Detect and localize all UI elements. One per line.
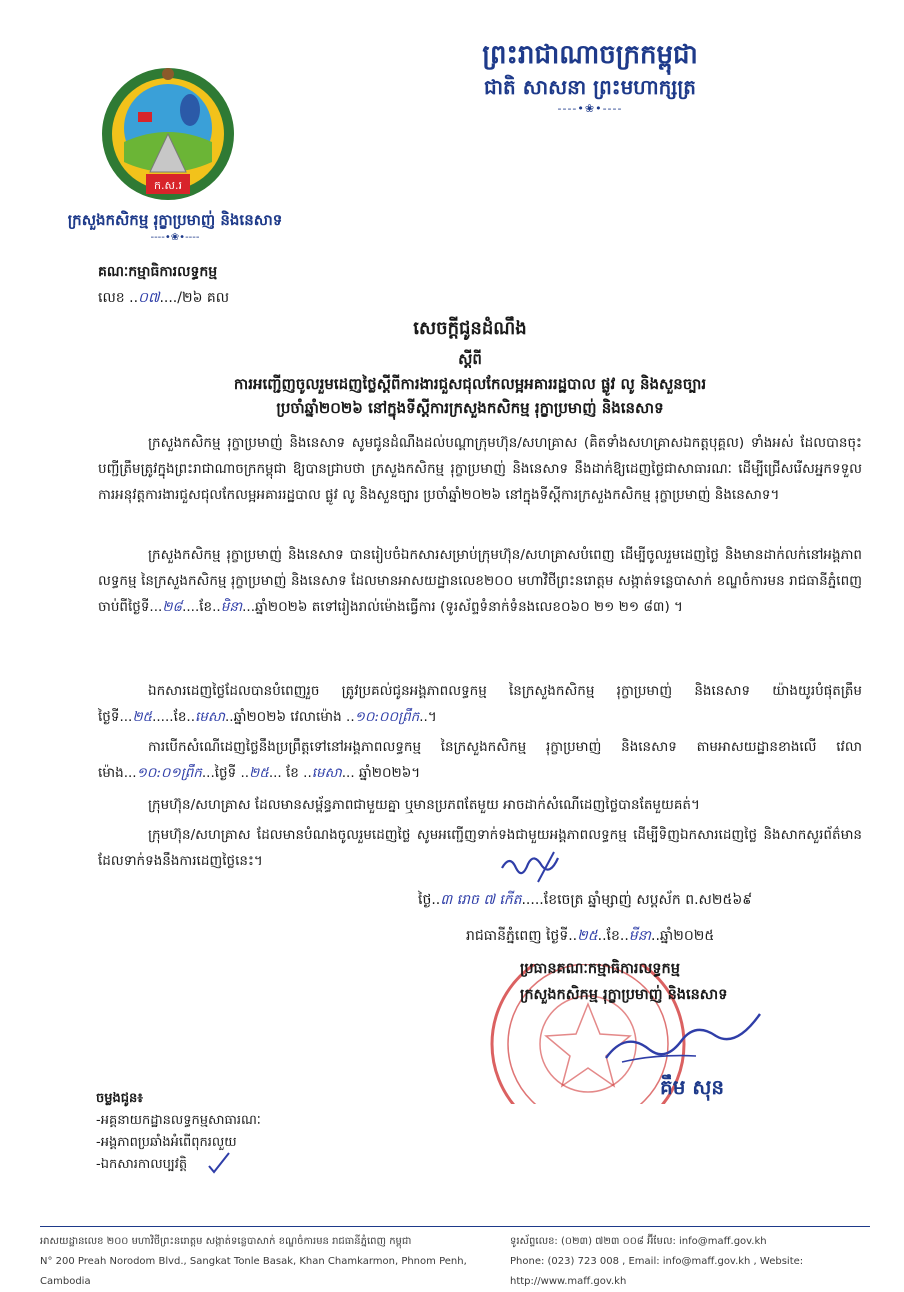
p2-handwritten-month: មិនា xyxy=(220,599,243,615)
footer-contact-en: Phone: (023) 723 008 , Email: info@maff.gov.kh , Website: http://www.maff.gov.kh xyxy=(510,1256,804,1287)
p4-handwritten-time: ១០:០១ព្រឹក xyxy=(136,765,202,781)
ref-handwritten-number: ០៧ xyxy=(138,290,160,306)
p2-handwritten-day: ២៨ xyxy=(162,599,183,615)
paragraph-1 xyxy=(98,430,862,508)
notice-title: សេចក្តីជូនដំណឹង xyxy=(413,318,527,339)
lunar-date-handwritten: ៣ រោច ៧ កើត xyxy=(440,892,522,908)
p4-part-c: ខែ xyxy=(286,765,299,781)
p4-handwritten-month: មេសា xyxy=(311,765,342,781)
signatory-title-line-2: ក្រសួងកសិកម្ម រុក្ខាប្រមាញ់ និងនេសាទ xyxy=(520,987,728,1003)
date-handwritten-month: មីនា xyxy=(628,928,652,944)
kingdom-header xyxy=(330,38,850,116)
lunar-date-line: ថ្ងៃ..៣ រោច ៧ កើត.....ខែចេត្រ ឆ្នាំម្សាញ់ សប្តស័ក ព.ស២៥៦៩ xyxy=(418,892,753,908)
paragraph-4 xyxy=(98,734,862,786)
kingdom-title: ព្រះរាជាណាចក្រកម្ពុជា xyxy=(482,40,698,70)
paragraph-1-text: ក្រសួងកសិកម្ម រុក្ខាប្រមាញ់ និងនេសាទ សូមជូនដំណឹងដល់បណ្តាក្រុមហ៊ុន/សហគ្រាស (គិតទាំងសហគ្រាសឯកត្តបុគ្គល) ទាំងអស់ ដែលបានចុះបញ្ជីត្រឹមត្រូវក្នុងព្រះរាជាណាចក្រកម្ពុជា ឱ្យបានជ្រាបថា ក្រសួងកសិកម្ម រុក្ខាប្រមាញ់ និងនេសាទ នឹងដាក់ឱ្យដេញថ្លៃជាសាធារណៈ ដើម្បីជ្រើសរើសអ្នកទទួលការអនុវត្តការងារជួសជុលកែលម្អអគាររដ្ឋបាល ផ្លូវ លូ និងសួនច្បារ ប្រចាំឆ្នាំ២០២៦ នៅក្នុងទីស្តីការក្រសួងកសិកម្ម រុក្ខាប្រមាញ់ និងនេសាទ។ xyxy=(98,435,862,503)
ref-prefix: លេខ xyxy=(98,290,125,306)
signatory-name: គឹម សុន xyxy=(660,1075,725,1099)
initial-mark xyxy=(498,846,568,886)
lunar-date-suffix: ខែចេត្រ ឆ្នាំម្សាញ់ សប្តស័ក ព.ស២៥៦៩ xyxy=(543,892,753,908)
date-handwritten-day: ២៥ xyxy=(577,928,598,944)
subject-line-2: ប្រចាំឆ្នាំ២០២៦ នៅក្នុងទីស្តីការក្រសួងកសិកម្ម រុក្ខាប្រមាញ់ និងនេសាទ xyxy=(276,399,664,417)
cc-list xyxy=(96,1088,261,1176)
footer-address-km: អាសយដ្ឋានលេខ ២០០ មហាវិថីព្រះនរោត្តម សង្កាត់ទន្លេបាសាក់ ខណ្ឌចំការមន រាជធានីភ្នំពេញ កម្ពុជា xyxy=(40,1236,412,1247)
committee-name: គណៈកម្មាធិការលទ្ធកម្ម xyxy=(98,264,218,280)
p2-part-b: ខែ xyxy=(199,599,213,615)
notice-about: ស្តីពី xyxy=(458,350,482,368)
p3-part-b: ខែ xyxy=(173,709,187,725)
date-mid: ខែ xyxy=(606,928,620,944)
p3-part-d: ។ xyxy=(427,709,437,725)
handwritten-signature xyxy=(596,1010,766,1070)
notice-subject xyxy=(120,372,820,420)
p3-part-a: ឯកសារដេញថ្លៃដែលបានបំពេញរួច ត្រូវប្រគល់ជូនអង្គភាពលទ្ធកម្ម នៃក្រសួងកសិកម្ម រុក្ខាប្រមាញ់ និងនេសាទ យ៉ាងយូរបំផុតត្រឹមថ្ងៃទី xyxy=(98,683,862,725)
signatory-title-line-1: ប្រធានគណៈកម្មាធិការលទ្ធកម្ម xyxy=(520,961,680,977)
cc-heading: ចម្លងជូន៖ xyxy=(96,1091,143,1106)
paragraph-3 xyxy=(98,678,862,730)
p3-part-c: ឆ្នាំ២០២៦ វេលាម៉ោង xyxy=(233,709,342,725)
check-mark xyxy=(206,1150,232,1176)
signatory-title xyxy=(520,956,860,1008)
date-prefix: រាជធានីភ្នំពេញ ថ្ងៃទី xyxy=(466,928,569,944)
footer-contact xyxy=(510,1232,890,1292)
p2-part-c: ឆ្នាំ២០២៦ តទៅរៀងរាល់ម៉ោងធ្វើការ (ទូរស័ព្ទទំនាក់ទំនងលេខ០៦០ ២១ ២១ ៨៣) ។ xyxy=(255,599,683,615)
cc-item: -ឯកសារកាលប្បវត្តិ xyxy=(96,1157,188,1172)
p3-handwritten-month: មេសា xyxy=(195,709,226,725)
date-line: រាជធានីភ្នំពេញ ថ្ងៃទី..២៥..ខែ..មីនា..ឆ្នាំ២០២៥ xyxy=(466,928,715,944)
p4-handwritten-day: ២៥ xyxy=(249,765,269,781)
paragraph-4-text: ការបើកសំណើដេញថ្លៃនឹងប្រព្រឹត្តទៅនៅអង្គភាពលទ្ធកម្ម នៃក្រសួងកសិកម្ម រុក្ខាប្រមាញ់ និងនេសាទ តាមអាសយដ្ឋានខាងលើ វេលាម៉ោង...១០:០១ព្រឹក...ថ្ងៃទី ..២៥... ខែ ..មេសា... ឆ្នាំ២០២៦។ xyxy=(98,739,862,781)
paragraph-5 xyxy=(98,792,862,818)
footer-divider xyxy=(40,1226,870,1227)
cc-item: -អង្គភាពប្រឆាំងអំពើពុករលួយ xyxy=(96,1135,237,1150)
reference-number: លេខ ..០៧..../២៦ គល xyxy=(98,290,230,306)
paragraph-5-text: ក្រុមហ៊ុន/សហគ្រាស ដែលមានសម្ព័ន្ធភាពជាមួយគ្នា ឬមានប្រភពតែមួយ អាចដាក់សំណើដេញថ្លៃបានតែមួយគត់។ xyxy=(148,797,700,813)
ministry-logo xyxy=(98,62,238,212)
footer-contact-km: ទូរស័ព្ទលេខ: (០២៣) ៧២៣ ០០៨ អ៊ីមែល: info@maff.gov.kh xyxy=(510,1236,767,1247)
p3-handwritten-time: ១០:០០ព្រឹក xyxy=(354,709,420,725)
logo-lettering: ក.ស.រ xyxy=(154,179,182,192)
ministry-name: ក្រសួងកសិកម្ម រុក្ខាប្រមាញ់ និងនេសាទ xyxy=(67,211,283,229)
paragraph-6-text: ក្រុមហ៊ុន/សហគ្រាស ដែលមានបំណងចូលរួមដេញថ្លៃ សូមអញ្ជើញទាក់ទងជាមួយអង្គភាពលទ្ធកម្ម ដើម្បីទិញឯកសារដេញថ្លៃ និងសាកសួរព័ត៌មាន ដែលទាក់ទងនឹងការដេញថ្លៃនេះ។ xyxy=(98,827,862,869)
lunar-date-prefix: ថ្ងៃ xyxy=(418,892,432,908)
p4-part-a: ការបើកសំណើដេញថ្លៃនឹងប្រព្រឹត្តទៅនៅអង្គភាពលទ្ធកម្ម នៃក្រសួងកសិកម្ម រុក្ខាប្រមាញ់ និងនេសាទ តាមអាសយដ្ឋានខាងលើ វេលាម៉ោង xyxy=(98,739,862,781)
paragraph-2-text: ក្រសួងកសិកម្ម រុក្ខាប្រមាញ់ និងនេសាទ បានរៀបចំឯកសារសម្រាប់ក្រុមហ៊ុន/សហគ្រាសបំពេញ ដើម្បីចូលរួមដេញថ្លៃ និងមានដាក់លក់នៅអង្គភាពលទ្ធកម្ម នៃក្រសួងកសិកម្ម រុក្ខាប្រមាញ់ និងនេសាទ ដែលមានអាសយដ្ឋានលេខ២០០ មហាវិថីព្រះនរោត្តម សង្កាត់ទន្លេបាសាក់ ខណ្ឌចំការមន រាជធានីភ្នំពេញ ចាប់ពីថ្ងៃទី...២៨....ខែ..មិនា...ឆ្នាំ២០២៦ តទៅរៀងរាល់ម៉ោងធ្វើការ (ទូរស័ព្ទទំនាក់ទំនងលេខ០៦០ ២១ ២១ ៨៣) ។ xyxy=(98,547,862,615)
paragraph-2 xyxy=(98,542,862,620)
header-ornament: ----•❀•---- xyxy=(557,102,623,115)
footer-address-en: N° 200 Preah Norodom Blvd., Sangkat Tonle Basak, Khan Chamkarmon, Phnom Penh, Cambodia xyxy=(40,1256,467,1287)
ministry-ornament: ----•❀•---- xyxy=(150,232,200,243)
footer-address xyxy=(40,1232,500,1292)
national-motto: ជាតិ សាសនា ព្រះមហាក្សត្រ xyxy=(484,75,696,99)
cc-item: -អគ្គនាយកដ្ឋានលទ្ធកម្មសាធារណៈ xyxy=(96,1113,261,1128)
p2-part-a: ក្រសួងកសិកម្ម រុក្ខាប្រមាញ់ និងនេសាទ បានរៀបចំឯកសារសម្រាប់ក្រុមហ៊ុន/សហគ្រាសបំពេញ ដើម្បីចូលរួមដេញថ្លៃ និងមានដាក់លក់នៅអង្គភាពលទ្ធកម្ម នៃក្រសួងកសិកម្ម រុក្ខាប្រមាញ់ និងនេសាទ ដែលមានអាសយដ្ឋានលេខ២០០ មហាវិថីព្រះនរោត្តម សង្កាត់ទន្លេបាសាក់ ខណ្ឌចំការមន រាជធានីភ្នំពេញ ចាប់ពីថ្ងៃទី xyxy=(98,547,862,615)
ref-suffix: /២៦ គល xyxy=(177,290,230,306)
p4-part-b: ថ្ងៃទី xyxy=(214,765,237,781)
p4-part-d: ឆ្នាំ២០២៦។ xyxy=(358,765,421,781)
date-suffix: ឆ្នាំ២០២៥ xyxy=(659,928,715,944)
paragraph-3-text: ឯកសារដេញថ្លៃដែលបានបំពេញរួច ត្រូវប្រគល់ជូនអង្គភាពលទ្ធកម្ម នៃក្រសួងកសិកម្ម រុក្ខាប្រមាញ់ និងនេសាទ យ៉ាងយូរបំផុតត្រឹមថ្ងៃទី...២៥.....ខែ..មេសា..ឆ្នាំ២០២៦ វេលាម៉ោង ..១០:០០ព្រឹក..។ xyxy=(98,683,862,725)
p3-handwritten-day: ២៥ xyxy=(132,709,153,725)
subject-line-1: ការអញ្ជើញចូលរួមដេញថ្លៃស្តីពីការងារជួសជុលកែលម្អអគាររដ្ឋបាល ផ្លូវ លូ និងសួនច្បារ xyxy=(233,375,707,393)
paragraph-6 xyxy=(98,822,862,874)
